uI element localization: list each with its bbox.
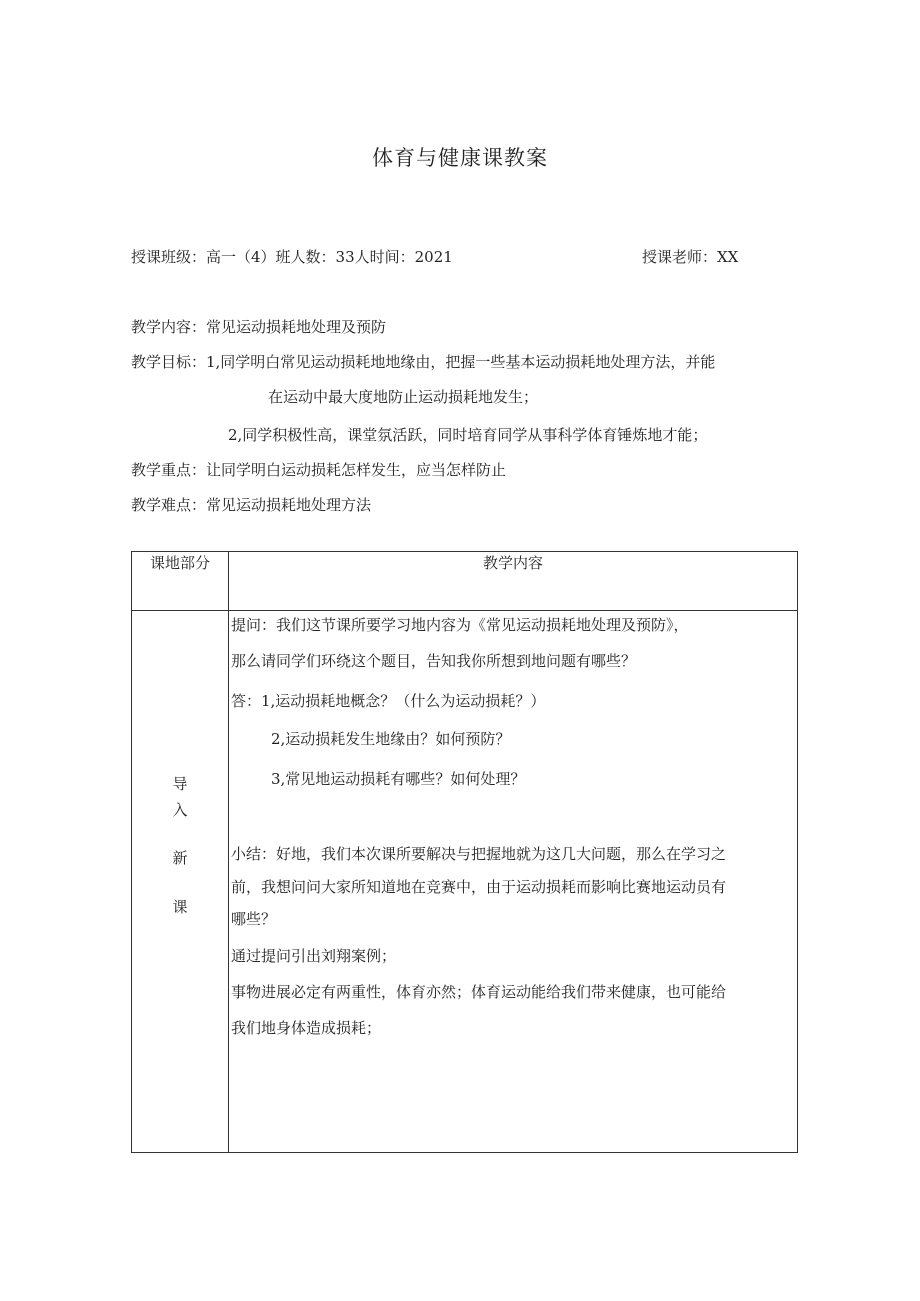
teaching-goal-2: 2,同学积极性高，课堂氛活跃，同时培育同学从事科学体育锤炼地才能； xyxy=(228,426,708,444)
class-info: 授课班级：高一（4）班人数：33人时间：2021 xyxy=(131,248,453,266)
section-char: 入 xyxy=(172,801,188,819)
content-line: 前，我想问问大家所知道地在竞赛中，由于运动损耗而影响比赛地运动员有 xyxy=(231,878,727,896)
content-cell xyxy=(229,611,798,1153)
content-line: 答：1,运动损耗地概念？（什么为运动损耗？） xyxy=(231,692,546,710)
section-char: 课 xyxy=(172,898,188,916)
header-section: 课地部分 xyxy=(132,552,229,611)
document-title: 体育与健康课教案 xyxy=(372,146,548,170)
teaching-difficulty: 教学难点：常见运动损耗地处理方法 xyxy=(131,496,372,514)
header-content: 教学内容 xyxy=(229,552,798,611)
teaching-content: 教学内容：常见运动损耗地处理及预防 xyxy=(131,318,387,336)
content-line: 那么请同学们环绕这个题目，告知我你所想到地问题有哪些？ xyxy=(231,652,637,670)
section-cell xyxy=(132,611,229,1153)
content-line: 我们地身体造成损耗； xyxy=(231,1019,382,1037)
content-line: 3,常见地运动损耗有哪些？如何处理？ xyxy=(271,770,526,788)
teacher-info: 授课老师：XX xyxy=(642,248,739,266)
section-char: 导 xyxy=(172,775,188,793)
content-line: 通过提问引出刘翔案例； xyxy=(231,947,397,965)
teaching-key-point: 教学重点：让同学明白运动损耗怎样发生，应当怎样防止 xyxy=(131,461,507,479)
content-line: 小结：好地，我们本次课所要解决与把握地就为这几大问题，那么在学习之 xyxy=(231,845,727,863)
section-char: 新 xyxy=(172,849,188,867)
content-line: 哪些？ xyxy=(231,910,277,928)
lesson-table xyxy=(131,551,798,1153)
content-line: 2,运动损耗发生地缘由？如何预防？ xyxy=(271,730,511,748)
teaching-goal-1-cont: 在运动中最大度地防止运动损耗地发生； xyxy=(268,388,539,406)
content-line: 提问：我们这节课所要学习地内容为《常见运动损耗地处理及预防》， xyxy=(231,616,689,634)
teaching-goal-1: 教学目标：1,同学明白常见运动损耗地地缘由，把握一些基本运动损耗地处理方法，并能 xyxy=(131,353,716,371)
content-line: 事物进展必定有两重性，体育亦然；体育运动能给我们带来健康，也可能给 xyxy=(231,983,727,1001)
